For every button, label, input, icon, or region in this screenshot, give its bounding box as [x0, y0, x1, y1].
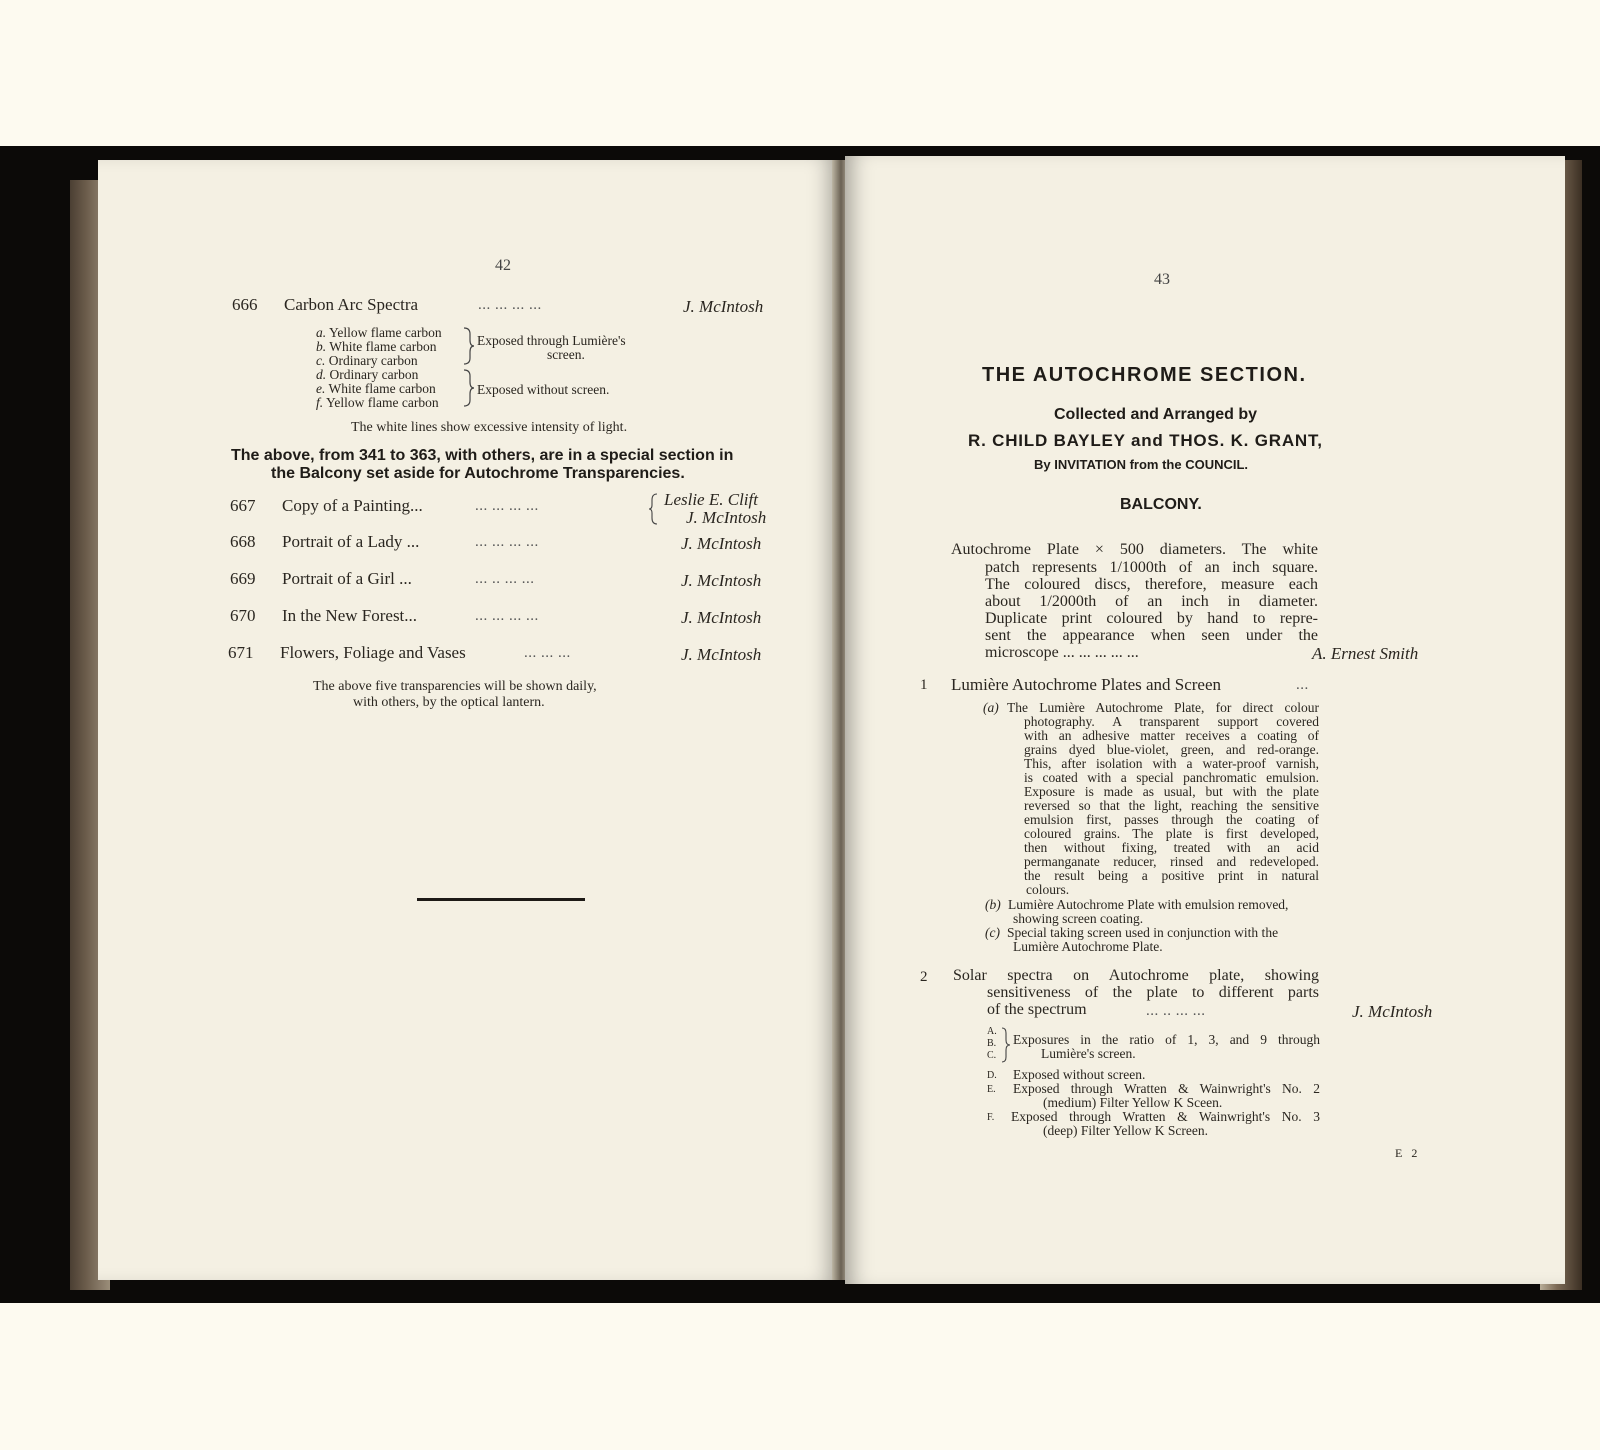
text-line: emulsion first, passes through the coating of — [1024, 812, 1319, 827]
text-line: This, after isolation with a water-proof varnish, — [1024, 756, 1319, 771]
item-a-text — [1007, 701, 1319, 897]
item-label: (c) — [985, 925, 1000, 940]
item2-line-1: Solar spectra on Autochrome plate, showing — [953, 967, 1319, 984]
list-item: a. Yellow flame carbon — [316, 325, 442, 340]
text-line: then without fixing, treated with an acid — [1024, 840, 1319, 855]
text-line: grains dyed blue-violet, green, and red-orange. — [1024, 742, 1319, 757]
notice-line-2: the Balcony set aside for Autochrome Transparencies. — [271, 465, 685, 482]
text-line: photography. A transparent support covered — [1024, 714, 1319, 729]
entry-title: Copy of a Painting... — [282, 496, 423, 515]
leader-dots: ... ... ... — [524, 645, 571, 661]
location-heading: BALCONY. — [1120, 496, 1202, 513]
group-note-1b: screen. — [547, 347, 585, 362]
intro-line: Autochrome Plate × 500 diameters. The white — [951, 541, 1318, 558]
leader-dots: ... ... ... ... — [475, 608, 539, 624]
intro-line: Duplicate print coloured by hand to repre- — [985, 610, 1318, 627]
collected-by: Collected and Arranged by — [1054, 406, 1257, 423]
intro-line: about 1/2000th of an inch in diameter. — [985, 593, 1318, 610]
list-item: b. White flame carbon — [316, 339, 437, 354]
intro-line: sent the appearance when seen under the — [985, 627, 1318, 644]
leader-dots: ... ... ... ... — [475, 498, 539, 514]
closing-line-1: The above five transparencies will be shown daily, — [313, 679, 597, 694]
entry-number: 669 — [230, 569, 256, 588]
list-item: f. Yellow flame carbon — [316, 395, 439, 410]
text-line: the result being a positive print in natural — [1024, 868, 1319, 883]
entry-author: J. McIntosh — [681, 571, 762, 590]
brace-icon — [462, 326, 476, 410]
leader-dots: ... .. ... ... — [1146, 1003, 1206, 1019]
intro-line: The coloured discs, therefore, measure each — [985, 576, 1318, 593]
list-item: d. Ordinary carbon — [316, 367, 419, 382]
entry-author: J. McIntosh — [681, 608, 762, 627]
entry-author: J. McIntosh — [683, 297, 764, 316]
entry-title: Flowers, Foliage and Vases — [280, 643, 466, 662]
footnote: The white lines show excessive intensity of light. — [351, 420, 628, 435]
f-line-1: Exposed through Wratten & Wainwright's No. 3 — [1011, 1109, 1320, 1124]
entry-title: Portrait of a Lady ... — [282, 532, 420, 551]
item2-author: J. McIntosh — [1352, 1002, 1433, 1021]
entry-title: In the New Forest... — [282, 606, 418, 625]
e-line-2: (medium) Filter Yellow K Sceen. — [1043, 1095, 1223, 1110]
label-f: F. — [987, 1112, 995, 1123]
section-title: THE AUTOCHROME SECTION. — [982, 364, 1307, 386]
signature-mark: E 2 — [1395, 1146, 1421, 1160]
leader-dots: ... ... ... ... — [478, 297, 542, 313]
label-a: A. — [987, 1026, 997, 1037]
item-b-line-2: showing screen coating. — [1013, 911, 1144, 926]
closing-line-2: with others, by the optical lantern. — [353, 695, 545, 710]
entry-author: Leslie E. Clift — [664, 490, 758, 509]
arrangers: R. CHILD BAYLEY and THOS. K. GRANT, — [968, 431, 1323, 450]
text-line: is coated with a special panchromatic emulsion. — [1024, 770, 1319, 785]
item-label: (a) — [983, 700, 999, 715]
entry-author: J. McIntosh — [681, 534, 762, 553]
entry-title: Carbon Arc Spectra — [284, 295, 419, 314]
item-number: 2 — [920, 969, 928, 985]
sub-item-list — [316, 326, 466, 410]
notice-line-1: The above, from 341 to 363, with others, are in a special section in — [231, 447, 734, 464]
intro-line: microscope ... ... ... ... ... — [985, 644, 1139, 661]
text-line: with an adhesive matter receives a coating of — [1024, 728, 1319, 743]
entry-author-2: J. McIntosh — [686, 508, 767, 527]
item-label: (b) — [985, 897, 1001, 912]
label-c: C. — [987, 1050, 997, 1061]
end-rule — [417, 898, 585, 901]
group-note-1: Exposed through Lumière's — [477, 333, 626, 348]
entry-number: 668 — [230, 532, 256, 551]
item-title: Lumière Autochrome Plates and Screen — [951, 675, 1222, 694]
label-b: B. — [987, 1038, 997, 1049]
text-line: colours. — [1026, 882, 1070, 897]
item-b-line-1: Lumière Autochrome Plate with emulsion removed, — [1008, 897, 1289, 912]
d-text: Exposed without screen. — [1013, 1067, 1146, 1082]
label-e: E. — [987, 1084, 996, 1095]
list-item: e. White flame carbon — [316, 381, 436, 396]
entry-author: J. McIntosh — [681, 645, 762, 664]
abc-labels — [987, 1026, 997, 1062]
list-item: c. Ordinary carbon — [316, 353, 418, 368]
text-line: reversed so that the light, reaching the sensitive — [1024, 798, 1319, 813]
item-c-line-1: Special taking screen used in conjunction with the — [1007, 925, 1279, 940]
item2-line-2: sensitiveness of the plate to different parts — [987, 984, 1319, 1001]
entry-number: 670 — [230, 606, 256, 625]
e-line-1: Exposed through Wratten & Wainwright's No. 2 — [1013, 1081, 1320, 1096]
entry-title: Portrait of a Girl ... — [282, 569, 412, 588]
page-number-left: 42 — [495, 257, 511, 274]
abc-line-2: Lumière's screen. — [1041, 1046, 1136, 1061]
text-line: coloured grains. The plate is first developed, — [1024, 826, 1319, 841]
item-number: 1 — [920, 677, 928, 693]
entry-number: 667 — [230, 496, 256, 515]
invitation: By INVITATION from the COUNCIL. — [1034, 457, 1249, 472]
entry-number: 666 — [232, 295, 258, 314]
intro-author: A. Ernest Smith — [1312, 644, 1419, 663]
brace-icon — [649, 492, 659, 526]
brace-icon — [1001, 1027, 1011, 1063]
item-c-line-2: Lumière Autochrome Plate. — [1013, 939, 1163, 954]
entry-number: 671 — [228, 643, 254, 662]
intro-line: patch represents 1/1000th of an inch square. — [985, 559, 1318, 576]
leader-dots: ... ... ... ... — [475, 534, 539, 550]
f-line-2: (deep) Filter Yellow K Screen. — [1043, 1123, 1208, 1138]
leader-dots: ... .. ... ... — [475, 571, 535, 587]
abc-line-1: Exposures in the ratio of 1, 3, and 9 through — [1013, 1032, 1320, 1047]
text-line: permanganate reducer, rinsed and redeveloped. — [1024, 854, 1319, 869]
text-line: The Lumière Autochrome Plate, for direct colour — [1007, 700, 1319, 715]
page-number-right: 43 — [1154, 271, 1170, 288]
text-line: Exposure is made as usual, but with the plate — [1024, 784, 1319, 799]
item2-line-3: of the spectrum — [987, 1001, 1087, 1018]
label-d: D. — [987, 1070, 997, 1081]
leader-dots: ... — [1296, 677, 1309, 693]
group-note-2: Exposed without screen. — [477, 382, 610, 397]
